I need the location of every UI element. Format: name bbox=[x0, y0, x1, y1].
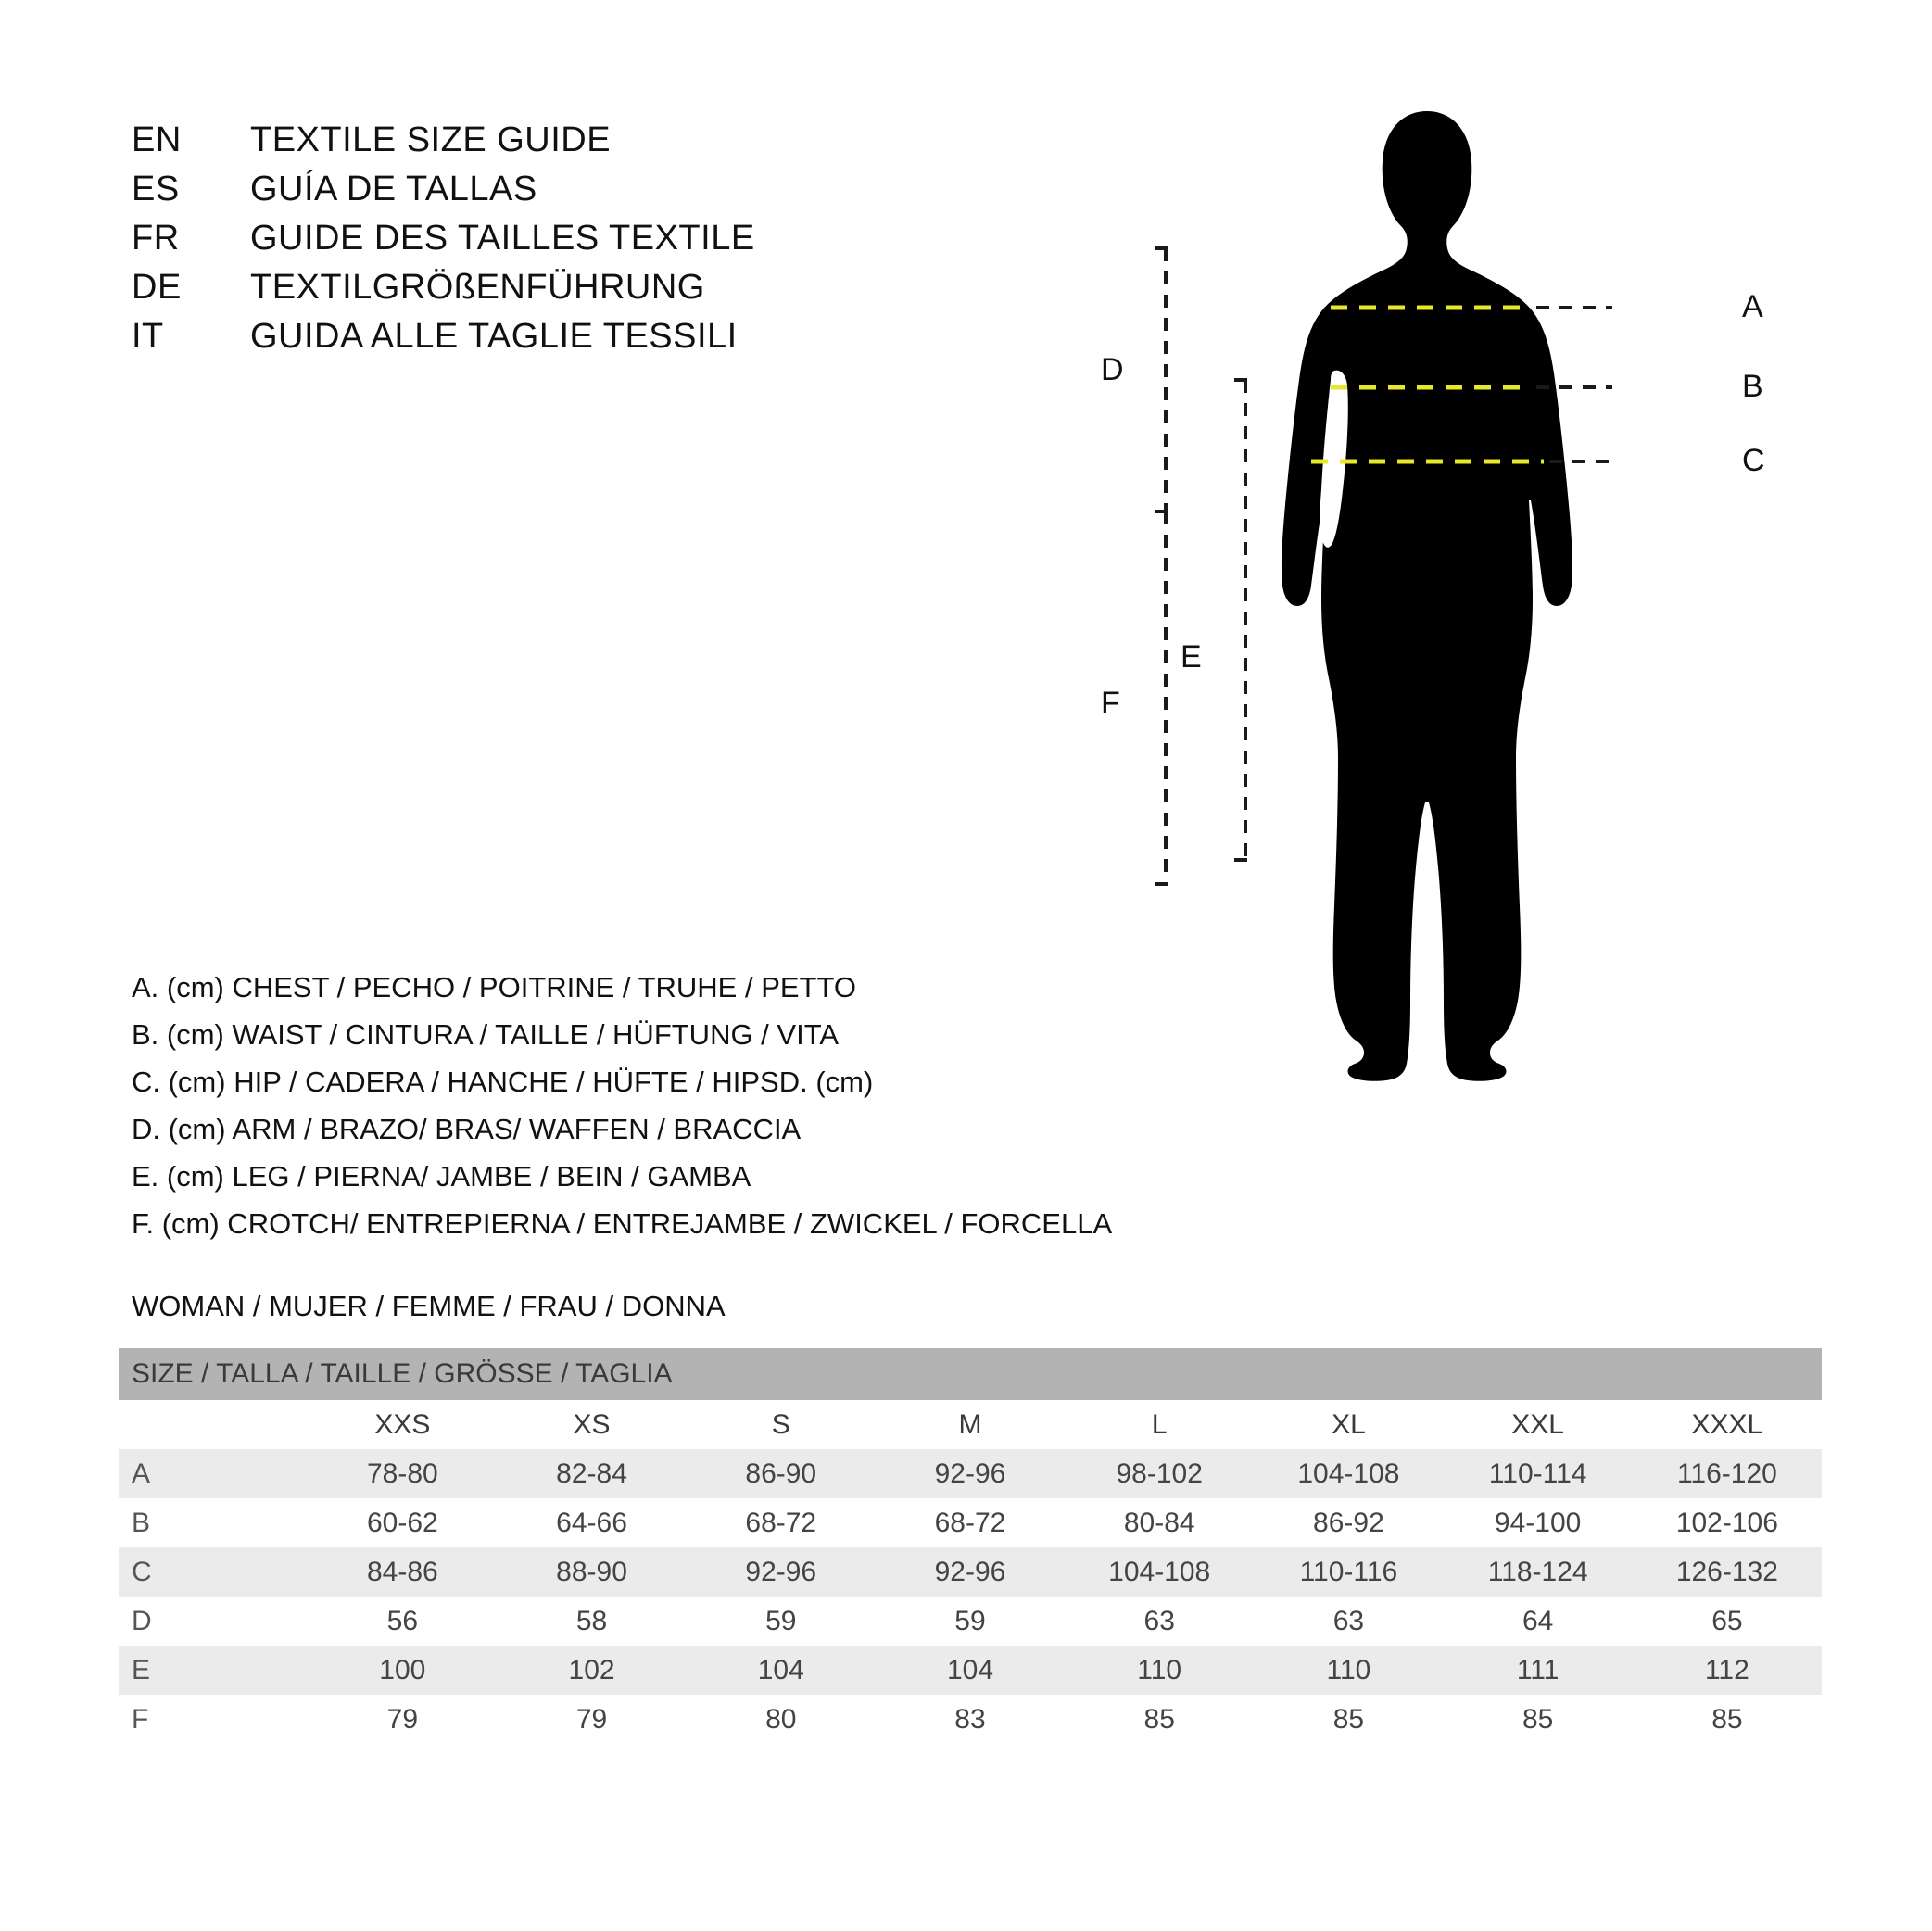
cell-c-xxs: 84-86 bbox=[308, 1547, 497, 1597]
cell-d-m: 59 bbox=[876, 1597, 1065, 1646]
legend-item-e: E. (cm) LEG / PIERNA/ JAMBE / BEIN / GAMBA bbox=[132, 1160, 751, 1193]
cell-a-s: 86-90 bbox=[687, 1449, 876, 1498]
title-lang-en: EN bbox=[132, 120, 182, 159]
legend-item-c: C. (cm) HIP / CADERA / HANCHE / HÜFTE / HIPSD. (cm) bbox=[132, 1066, 874, 1098]
title-row bbox=[132, 120, 891, 170]
cell-c-l: 104-108 bbox=[1065, 1547, 1254, 1597]
size-header-l: L bbox=[1065, 1400, 1254, 1449]
row-key-a: A bbox=[119, 1449, 308, 1498]
cell-b-l: 80-84 bbox=[1065, 1498, 1254, 1547]
table-band-label: SIZE / TALLA / TAILLE / GRÖSSE / TAGLIA bbox=[119, 1348, 1822, 1400]
cell-f-xxl: 85 bbox=[1444, 1695, 1633, 1744]
legend-item-f: F. (cm) CROTCH/ ENTREPIERNA / ENTREJAMBE / ZWICKEL / FORCELLA bbox=[132, 1207, 1113, 1240]
cell-a-xxs: 78-80 bbox=[308, 1449, 497, 1498]
cell-a-xl: 104-108 bbox=[1254, 1449, 1443, 1498]
cell-d-xxl: 64 bbox=[1444, 1597, 1633, 1646]
title-lang-es: ES bbox=[132, 170, 180, 208]
cell-a-m: 92-96 bbox=[876, 1449, 1065, 1498]
cell-b-m: 68-72 bbox=[876, 1498, 1065, 1547]
figure-label-e: E bbox=[1181, 639, 1202, 675]
table-row bbox=[119, 1498, 1822, 1547]
title-text-de: TEXTILGRÖßENFÜHRUNG bbox=[250, 268, 705, 307]
figure-label-a: A bbox=[1742, 289, 1763, 324]
size-table bbox=[119, 1348, 1822, 1744]
table-row bbox=[119, 1547, 1822, 1597]
row-key-e: E bbox=[119, 1646, 308, 1695]
title-row bbox=[132, 170, 891, 219]
title-row bbox=[132, 317, 891, 366]
size-header-xs: XS bbox=[497, 1400, 686, 1449]
title-block bbox=[132, 120, 891, 366]
cell-f-m: 83 bbox=[876, 1695, 1065, 1744]
figure-label-c: C bbox=[1742, 443, 1765, 478]
cell-b-xxl: 94-100 bbox=[1444, 1498, 1633, 1547]
group-caption: WOMAN / MUJER / FEMME / FRAU / DONNA bbox=[132, 1290, 726, 1322]
cell-f-l: 85 bbox=[1065, 1695, 1254, 1744]
title-text-fr: GUIDE DES TAILLES TEXTILE bbox=[250, 219, 755, 258]
cell-c-xl: 110-116 bbox=[1254, 1547, 1443, 1597]
title-text-es: GUÍA DE TALLAS bbox=[250, 170, 537, 208]
title-lang-fr: FR bbox=[132, 219, 180, 258]
cell-e-xl: 110 bbox=[1254, 1646, 1443, 1695]
cell-c-xxl: 118-124 bbox=[1444, 1547, 1633, 1597]
size-header-xxl: XXL bbox=[1444, 1400, 1633, 1449]
cell-b-s: 68-72 bbox=[687, 1498, 876, 1547]
title-text-it: GUIDA ALLE TAGLIE TESSILI bbox=[250, 317, 738, 356]
cell-d-xs: 58 bbox=[497, 1597, 686, 1646]
cell-e-xxxl: 112 bbox=[1633, 1646, 1822, 1695]
title-lang-it: IT bbox=[132, 317, 164, 356]
cell-e-xs: 102 bbox=[497, 1646, 686, 1695]
figure-label-d: D bbox=[1101, 352, 1124, 387]
cell-d-l: 63 bbox=[1065, 1597, 1254, 1646]
legend-item-b: B. (cm) WAIST / CINTURA / TAILLE / HÜFTUNG / VITA bbox=[132, 1018, 840, 1051]
cell-d-s: 59 bbox=[687, 1597, 876, 1646]
cell-a-l: 98-102 bbox=[1065, 1449, 1254, 1498]
cell-d-xl: 63 bbox=[1254, 1597, 1443, 1646]
female-silhouette-icon bbox=[1282, 111, 1572, 1081]
cell-f-xxs: 79 bbox=[308, 1695, 497, 1744]
table-band-row bbox=[119, 1348, 1822, 1400]
size-header-xl: XL bbox=[1254, 1400, 1443, 1449]
cell-a-xxl: 110-114 bbox=[1444, 1449, 1633, 1498]
cell-e-s: 104 bbox=[687, 1646, 876, 1695]
title-row bbox=[132, 219, 891, 268]
legend-item-d: D. (cm) ARM / BRAZO/ BRAS/ WAFFEN / BRACCIA bbox=[132, 1113, 802, 1145]
measurement-figure bbox=[1101, 74, 1890, 1205]
table-size-header-row bbox=[119, 1400, 1822, 1449]
row-key-c: C bbox=[119, 1547, 308, 1597]
title-text-en: TEXTILE SIZE GUIDE bbox=[250, 120, 612, 159]
size-header-m: M bbox=[876, 1400, 1065, 1449]
size-header-xxxl: XXXL bbox=[1633, 1400, 1822, 1449]
legend-item-a: A. (cm) CHEST / PECHO / POITRINE / TRUHE / PETTO bbox=[132, 971, 856, 1003]
female-silhouette-diagram bbox=[1149, 74, 1890, 1205]
cell-c-s: 92-96 bbox=[687, 1547, 876, 1597]
cell-f-xl: 85 bbox=[1254, 1695, 1443, 1744]
table-row bbox=[119, 1646, 1822, 1695]
cell-b-xl: 86-92 bbox=[1254, 1498, 1443, 1547]
cell-c-xs: 88-90 bbox=[497, 1547, 686, 1597]
cell-d-xxs: 56 bbox=[308, 1597, 497, 1646]
title-row bbox=[132, 268, 891, 317]
cell-e-xxl: 111 bbox=[1444, 1646, 1633, 1695]
table-row bbox=[119, 1695, 1822, 1744]
cell-f-xxxl: 85 bbox=[1633, 1695, 1822, 1744]
cell-c-xxxl: 126-132 bbox=[1633, 1547, 1822, 1597]
cell-b-xs: 64-66 bbox=[497, 1498, 686, 1547]
cell-f-xs: 79 bbox=[497, 1695, 686, 1744]
row-key-d: D bbox=[119, 1597, 308, 1646]
size-header-s: S bbox=[687, 1400, 876, 1449]
table-row bbox=[119, 1597, 1822, 1646]
cell-e-l: 110 bbox=[1065, 1646, 1254, 1695]
title-lang-de: DE bbox=[132, 268, 182, 307]
legend-block bbox=[132, 964, 1244, 1247]
figure-label-b: B bbox=[1742, 369, 1763, 404]
cell-e-xxs: 100 bbox=[308, 1646, 497, 1695]
row-key-f: F bbox=[119, 1695, 308, 1744]
cell-a-xxxl: 116-120 bbox=[1633, 1449, 1822, 1498]
cell-b-xxs: 60-62 bbox=[308, 1498, 497, 1547]
cell-c-m: 92-96 bbox=[876, 1547, 1065, 1597]
cell-d-xxxl: 65 bbox=[1633, 1597, 1822, 1646]
figure-label-f: F bbox=[1101, 686, 1120, 721]
table-corner-cell bbox=[119, 1400, 308, 1449]
cell-f-s: 80 bbox=[687, 1695, 876, 1744]
row-key-b: B bbox=[119, 1498, 308, 1547]
table-row bbox=[119, 1449, 1822, 1498]
cell-a-xs: 82-84 bbox=[497, 1449, 686, 1498]
cell-e-m: 104 bbox=[876, 1646, 1065, 1695]
size-header-xxs: XXS bbox=[308, 1400, 497, 1449]
cell-b-xxxl: 102-106 bbox=[1633, 1498, 1822, 1547]
